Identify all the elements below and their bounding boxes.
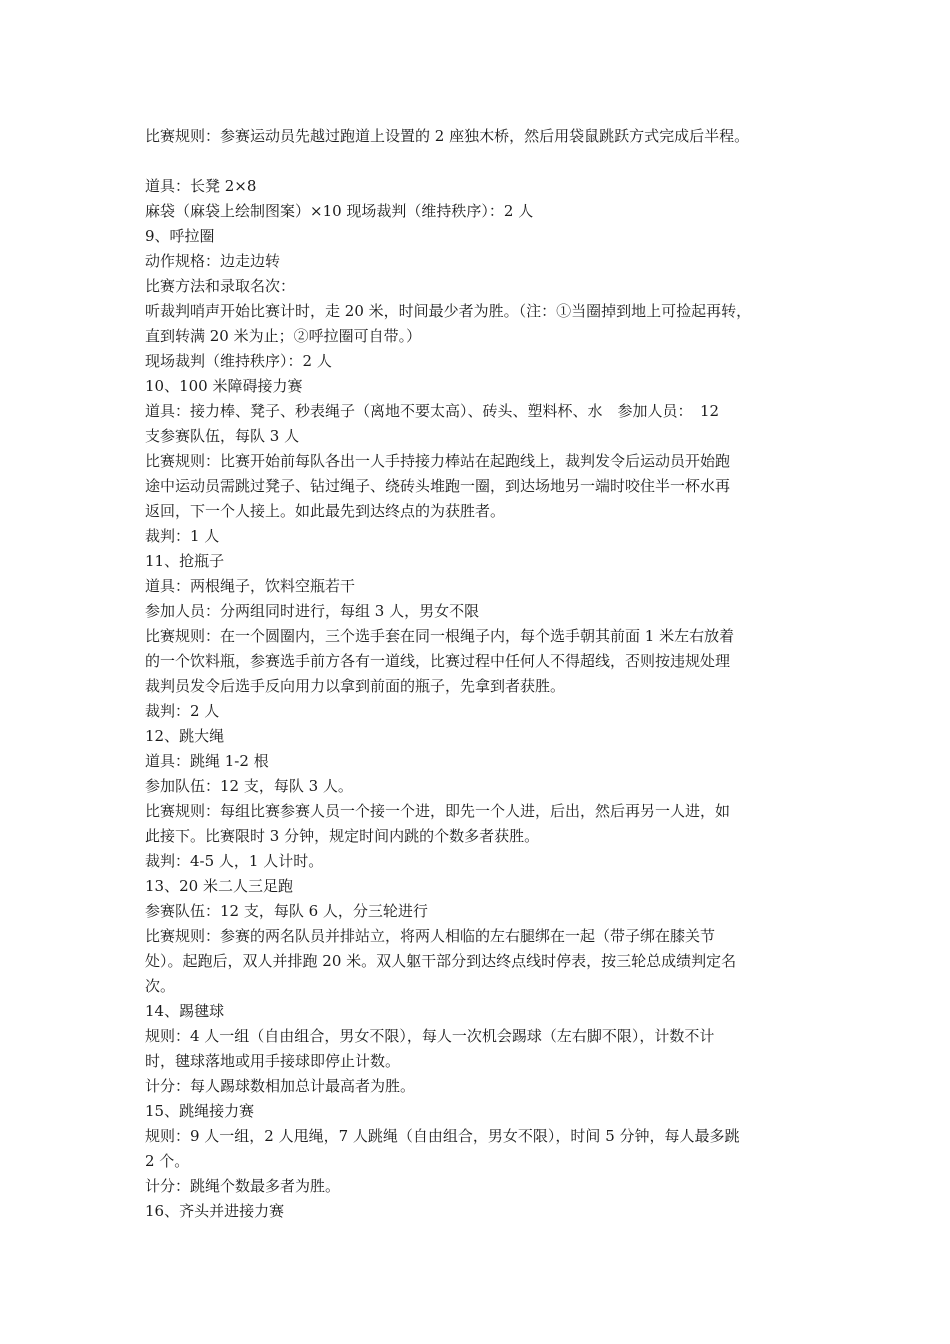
text-line: 计分：每人踢球数相加总计最高者为胜。 xyxy=(145,1077,416,1095)
text-line: 听裁判哨声开始比赛计时，走 20 米，时间最少者为胜。（注：①当圈掉到地上可捡起再转， xyxy=(145,302,752,320)
text-line: 10、100 米障碍接力赛 xyxy=(145,377,303,395)
text-line: 2 个。 xyxy=(145,1152,190,1170)
text-line: 比赛规则：比赛开始前每队各出一人手持接力棒站在起跑线上，裁判发令后运动员开始跑 xyxy=(145,452,731,470)
text-line: 14、踢毽球 xyxy=(145,1002,225,1020)
text-line: 参加队伍：12 支，每队 3 人。 xyxy=(145,777,353,795)
text-line: 支参赛队伍，每队 3 人 xyxy=(145,427,300,445)
text-line: 途中运动员需跳过凳子、钻过绳子、绕砖头堆跑一圈，到达场地另一端时咬住半一杯水再 xyxy=(145,477,731,495)
text-line: 比赛规则：在一个圆圈内，三个选手套在同一根绳子内，每个选手朝其前面 1 米左右放着 xyxy=(145,627,735,645)
text-line: 11、抢瓶子 xyxy=(145,552,225,570)
text-line: 道具：接力棒、凳子、秒表绳子（离地不要太高）、砖头、塑料杯、水 参加人员： 12 xyxy=(145,402,720,420)
text-line: 计分：跳绳个数最多者为胜。 xyxy=(145,1177,341,1195)
text-line: 现场裁判（维持秩序）：2 人 xyxy=(145,352,332,370)
text-line: 道具：两根绳子，饮料空瓶若干 xyxy=(145,577,356,595)
text-line: 裁判员发令后选手反向用力以拿到前面的瓶子，先拿到者获胜。 xyxy=(145,677,566,695)
text-line: 13、20 米二人三足跑 xyxy=(145,877,293,895)
text-line: 动作规格：边走边转 xyxy=(145,252,281,270)
text-line: 时，毽球落地或用手接球即停止计数。 xyxy=(145,1052,401,1070)
text-line: 比赛规则：每组比赛参赛人员一个接一个进，即先一个人进，后出，然后再另一人进，如 xyxy=(145,802,731,820)
text-line: 规则：9 人一组，2 人甩绳，7 人跳绳（自由组合，男女不限），时间 5 分钟，每人最多跳 xyxy=(145,1127,740,1145)
text-line: 15、跳绳接力赛 xyxy=(145,1102,255,1120)
text-line: 比赛方法和录取名次： xyxy=(145,277,296,295)
text-line: 道具：长凳 2×8 xyxy=(145,177,257,195)
text-line: 裁判：1 人 xyxy=(145,527,220,545)
text-line: 16、齐头并进接力赛 xyxy=(145,1202,285,1220)
text-line: 参赛队伍：12 支，每队 6 人，分三轮进行 xyxy=(145,902,428,920)
text-line: 裁判：4-5 人，1 人计时。 xyxy=(145,852,324,870)
text-line: 裁判：2 人 xyxy=(145,702,220,720)
text-line: 的一个饮料瓶，参赛选手前方各有一道线，比赛过程中任何人不得超线，否则按违规处理 xyxy=(145,652,731,670)
text-line: 参加人员：分两组同时进行，每组 3 人，男女不限 xyxy=(145,602,480,620)
text-line: 此接下。比赛限时 3 分钟，规定时间内跳的个数多者获胜。 xyxy=(145,827,540,845)
text-line: 比赛规则：参赛的两名队员并排站立，将两人相临的左右腿绑在一起（带子绑在膝关节 xyxy=(145,927,716,945)
text-line: 12、跳大绳 xyxy=(145,727,225,745)
text-line: 返回，下一个人接上。如此最先到达终点的为获胜者。 xyxy=(145,502,506,520)
text-line: 规则：4 人一组（自由组合，男女不限），每人一次机会踢球（左右脚不限），计数不计 xyxy=(145,1027,715,1045)
text-line: 道具：跳绳 1-2 根 xyxy=(145,752,269,770)
text-line: 麻袋（麻袋上绘制图案）×10 现场裁判（维持秩序）：2 人 xyxy=(145,202,534,220)
text-line: 9、呼拉圈 xyxy=(145,227,215,245)
text-line: 比赛规则：参赛运动员先越过跑道上设置的 2 座独木桥，然后用袋鼠跳跃方式完成后半程。 xyxy=(145,127,750,145)
text-line: 直到转满 20 米为止；②呼拉圈可自带。） xyxy=(145,327,422,345)
text-line: 次。 xyxy=(145,977,176,995)
text-line: 处）。起跑后，双人并排跑 20 米。双人躯干部分到达终点线时停表，按三轮总成绩判定名 xyxy=(145,952,737,970)
blank-line xyxy=(145,149,820,174)
document-body xyxy=(145,124,820,1224)
